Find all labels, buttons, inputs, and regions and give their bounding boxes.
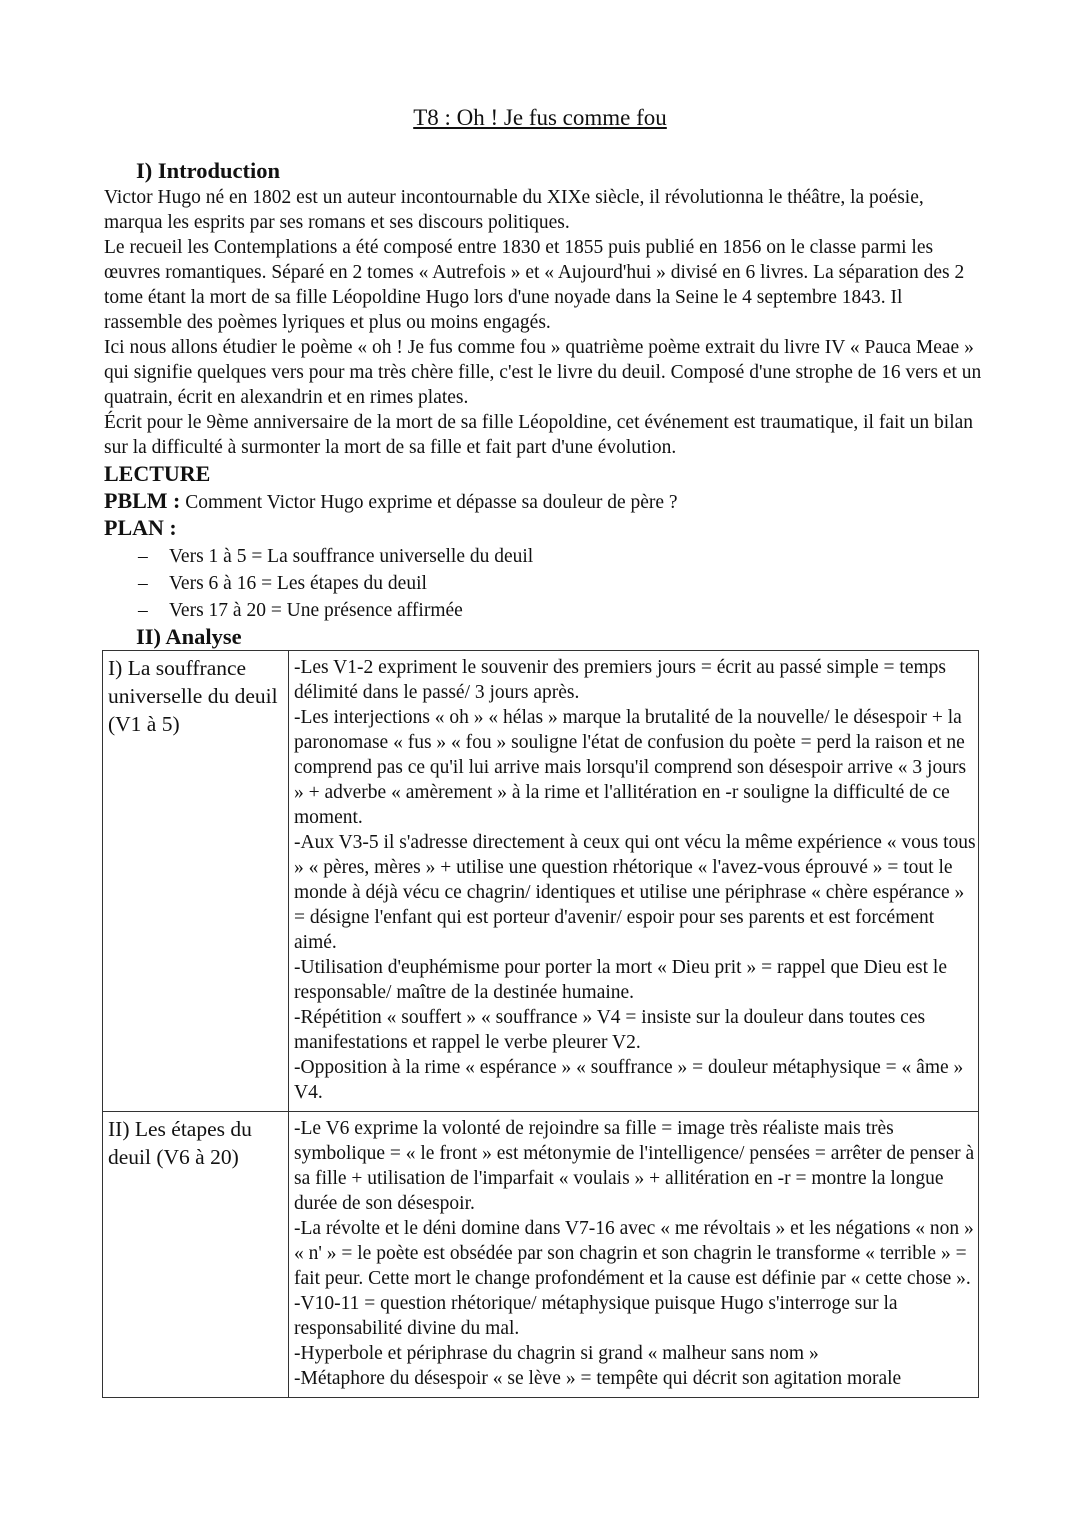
analysis-point: -Les interjections « oh » « hélas » marque la brutalité de la nouvelle/ le désespoir + la paronomase « fus » « fou » souligne l'état de confusion du poète = perd la raison et ne comprend pas ce qu'il lui arrive mais lorsqu'il comprend son désespoir arrive « 3 jours » + adverbe « amèrement » à la rime et l'allitération en -r souligne la difficulté de ce moment. (294, 707, 967, 828)
dash-bullet: – (138, 546, 148, 567)
intro-paragraph: Victor Hugo né en 1802 est un auteur incontournable du XIXe siècle, il révolutionna le théâtre, la poésie, marqua les esprits par ses romans et ses discours politiques. (104, 187, 924, 233)
intro-paragraph: Le recueil les Contemplations a été composé entre 1830 et 1855 puis publié en 1856 on le classe parmi les œuvres romantiques. Séparé en 2 tomes « Autrefois » et « Aujourd'hui » divisé en 6 livres. La séparation des 2 tome étant la mort de sa fille Léopoldine Hugo lors d'une noyade dans la Seine le 4 septembre 1843. Il rassemble des poèmes lyriques et plus ou moins engagés. (104, 237, 965, 333)
pblm-label: PBLM : (104, 488, 181, 513)
plan-item (138, 597, 533, 624)
intro-paragraph: Écrit pour le 9ème anniversaire de la mort de sa fille Léopoldine, cet événement est traumatique, il fait un bilan sur la difficulté à surmonter la mort de sa fille et fait part d'une évolution. (104, 412, 974, 458)
lecture-heading: LECTURE (104, 461, 211, 486)
pblm-text: Comment Victor Hugo exprime et dépasse sa douleur de père ? (180, 492, 678, 513)
analysis-content-cell (289, 1112, 979, 1398)
analysis-point: -V10-11 = question rhétorique/ métaphysique puisque Hugo s'interroge sur la responsabilité divine du mal. (294, 1293, 898, 1339)
analysis-point: -Le V6 exprime la volonté de rejoindre sa fille = image très réaliste mais très symbolique = « le front » est métonymie de l'intelligence/ pensées = arrêter de penser à sa fille + utilisation de l'imparfait « voulais » + allitération en -r = montre la longue durée de son désespoir. (294, 1118, 975, 1214)
intro-paragraph: Ici nous allons étudier le poème « oh ! Je fus comme fou » quatrième poème extrait du livre IV « Pauca Meae » qui signifie quelques vers pour ma très chère fille, c'est le livre du deuil. Composé d'une strophe de 16 vers et un quatrain, écrit en alexandrin et en rimes plates. (104, 337, 982, 408)
dash-bullet: – (138, 573, 148, 594)
analyse-heading: II) Analyse (136, 624, 242, 649)
plan-item-text: Vers 17 à 20 = Une présence affirmée (169, 600, 463, 621)
analysis-point: -Opposition à la rime « espérance » « souffrance » = douleur métaphysique = « âme » V4. (294, 1057, 964, 1103)
plan-item (138, 543, 533, 570)
table-row (103, 651, 979, 1112)
introduction-heading: I) Introduction (136, 158, 280, 183)
plan-list (138, 543, 533, 624)
problematique (104, 488, 678, 516)
document-title: T8 : Oh ! Je fus comme fou (413, 105, 667, 130)
introduction-body (104, 185, 984, 460)
part-title-cell: II) Les étapes du deuil (V6 à 20) (103, 1112, 289, 1398)
analysis-content-cell (289, 651, 979, 1112)
analysis-point: -Les V1-2 expriment le souvenir des premiers jours = écrit au passé simple = temps délimité dans le passé/ 3 jours après. (294, 657, 946, 703)
plan-item (138, 570, 533, 597)
analysis-point: -Métaphore du désespoir « se lève » = tempête qui décrit son agitation morale (294, 1368, 902, 1389)
dash-bullet: – (138, 600, 148, 621)
table-row (103, 1112, 979, 1398)
analysis-point: -Hyperbole et périphrase du chagrin si grand « malheur sans nom » (294, 1343, 819, 1364)
analysis-point: -Utilisation d'euphémisme pour porter la mort « Dieu prit » = rappel que Dieu est le responsable/ maître de la destinée humaine. (294, 957, 947, 1003)
analysis-point: -Aux V3-5 il s'adresse directement à ceux qui ont vécu la même expérience « vous tous » « pères, mères » + utilise une question rhétorique « l'avez-vous éprouvé » = tout le monde à déjà vécu ce chagrin/ identiques et utilise une périphrase « chère espérance » = désigne l'enfant qui est porteur d'avenir/ espoir pour ses parents et est forcément aimé. (294, 832, 976, 953)
part-title-cell: I) La souffrance universelle du deuil (V1 à 5) (103, 651, 289, 1112)
analysis-point: -La révolte et le déni domine dans V7-16 avec « me révoltais » et les négations « non » « n' » = le poète est obsédée par son chagrin et son chagrin le transforme « terrible » = fait peur. Cette mort le change profondément et la cause est définie par « cette chose ». (294, 1218, 974, 1289)
analysis-table (102, 650, 979, 1398)
plan-heading: PLAN : (104, 515, 177, 540)
plan-item-text: Vers 1 à 5 = La souffrance universelle du deuil (169, 546, 534, 567)
analysis-point: -Répétition « souffert » « souffrance » V4 = insiste sur la douleur dans toutes ces manifestations et rappel le verbe pleurer V2. (294, 1007, 926, 1053)
plan-item-text: Vers 6 à 16 = Les étapes du deuil (169, 573, 427, 594)
